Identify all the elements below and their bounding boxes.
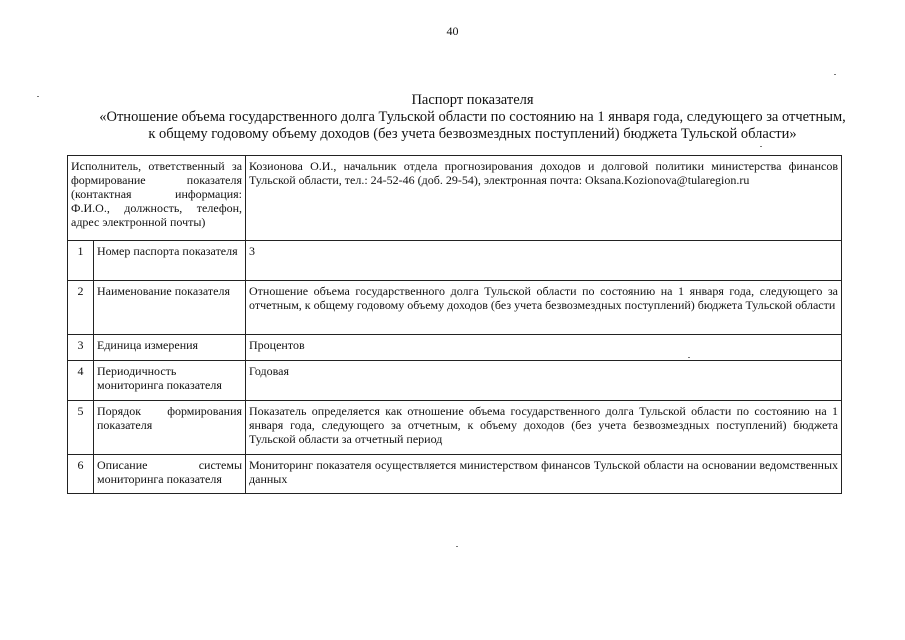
row-label: Единица измерения bbox=[94, 335, 246, 361]
row-number: 2 bbox=[68, 281, 94, 335]
document-title bbox=[40, 92, 905, 143]
row-number: 6 bbox=[68, 455, 94, 494]
scan-speck bbox=[688, 357, 690, 358]
scan-speck bbox=[37, 96, 39, 97]
title-line-2: «Отношение объема государственного долга Тульской области по состоянию на 1 января года, следующего за отчетным, bbox=[99, 109, 846, 125]
responsible-label: Исполнитель, ответственный за формирование показателя (контактная информация: Ф.И.О., должность, телефон, адрес электронной почты) bbox=[68, 156, 246, 241]
page-number: 40 bbox=[446, 24, 459, 38]
row-value: Отношение объема государственного долга Тульской области по состоянию на 1 января года, следующего за отчетным, к общему годовому объему доходов (без учета безвозмездных поступлений) бюджета Тульской области bbox=[246, 281, 842, 335]
responsible-value: Козионова О.И., начальник отдела прогнозирования доходов и долговой политики министерства финансов Тульской области, тел.: 24-52-46 (доб. 29-54), электронная почта: Oksana.Kozionova@tularegion.ru bbox=[246, 156, 842, 241]
row-value: 3 bbox=[246, 241, 842, 281]
title-heading: Паспорт показателя bbox=[411, 92, 534, 108]
row-label: Порядок формирования показателя bbox=[94, 401, 246, 455]
table-row bbox=[68, 455, 842, 494]
row-value: Мониторинг показателя осуществляется министерством финансов Тульской области на основании ведомственных данных bbox=[246, 455, 842, 494]
scan-speck bbox=[834, 74, 836, 75]
table-row-responsible bbox=[68, 156, 842, 241]
row-value: Годовая bbox=[246, 361, 842, 401]
row-number: 4 bbox=[68, 361, 94, 401]
row-number: 1 bbox=[68, 241, 94, 281]
row-label: Номер паспорта показателя bbox=[94, 241, 246, 281]
row-label: Описание системы мониторинга показателя bbox=[94, 455, 246, 494]
scan-speck bbox=[760, 146, 762, 147]
row-label: Периодичность мониторинга показателя bbox=[94, 361, 246, 401]
table-row bbox=[68, 335, 842, 361]
title-line-3: к общему годовому объему доходов (без учета безвозмездных поступлений) бюджета Тульской области» bbox=[148, 126, 797, 142]
row-number: 3 bbox=[68, 335, 94, 361]
row-label: Наименование показателя bbox=[94, 281, 246, 335]
table-row bbox=[68, 401, 842, 455]
scan-speck bbox=[456, 546, 458, 547]
indicator-passport-table bbox=[67, 155, 842, 494]
table-row bbox=[68, 281, 842, 335]
row-number: 5 bbox=[68, 401, 94, 455]
table-row bbox=[68, 361, 842, 401]
row-value: Процентов bbox=[246, 335, 842, 361]
row-value: Показатель определяется как отношение объема государственного долга Тульской области по состоянию на 1 января года, следующего за отчетным, к объему доходов (без учета безвозмездных поступлений) бюджета Тульской области за отчетный период bbox=[246, 401, 842, 455]
table-row bbox=[68, 241, 842, 281]
